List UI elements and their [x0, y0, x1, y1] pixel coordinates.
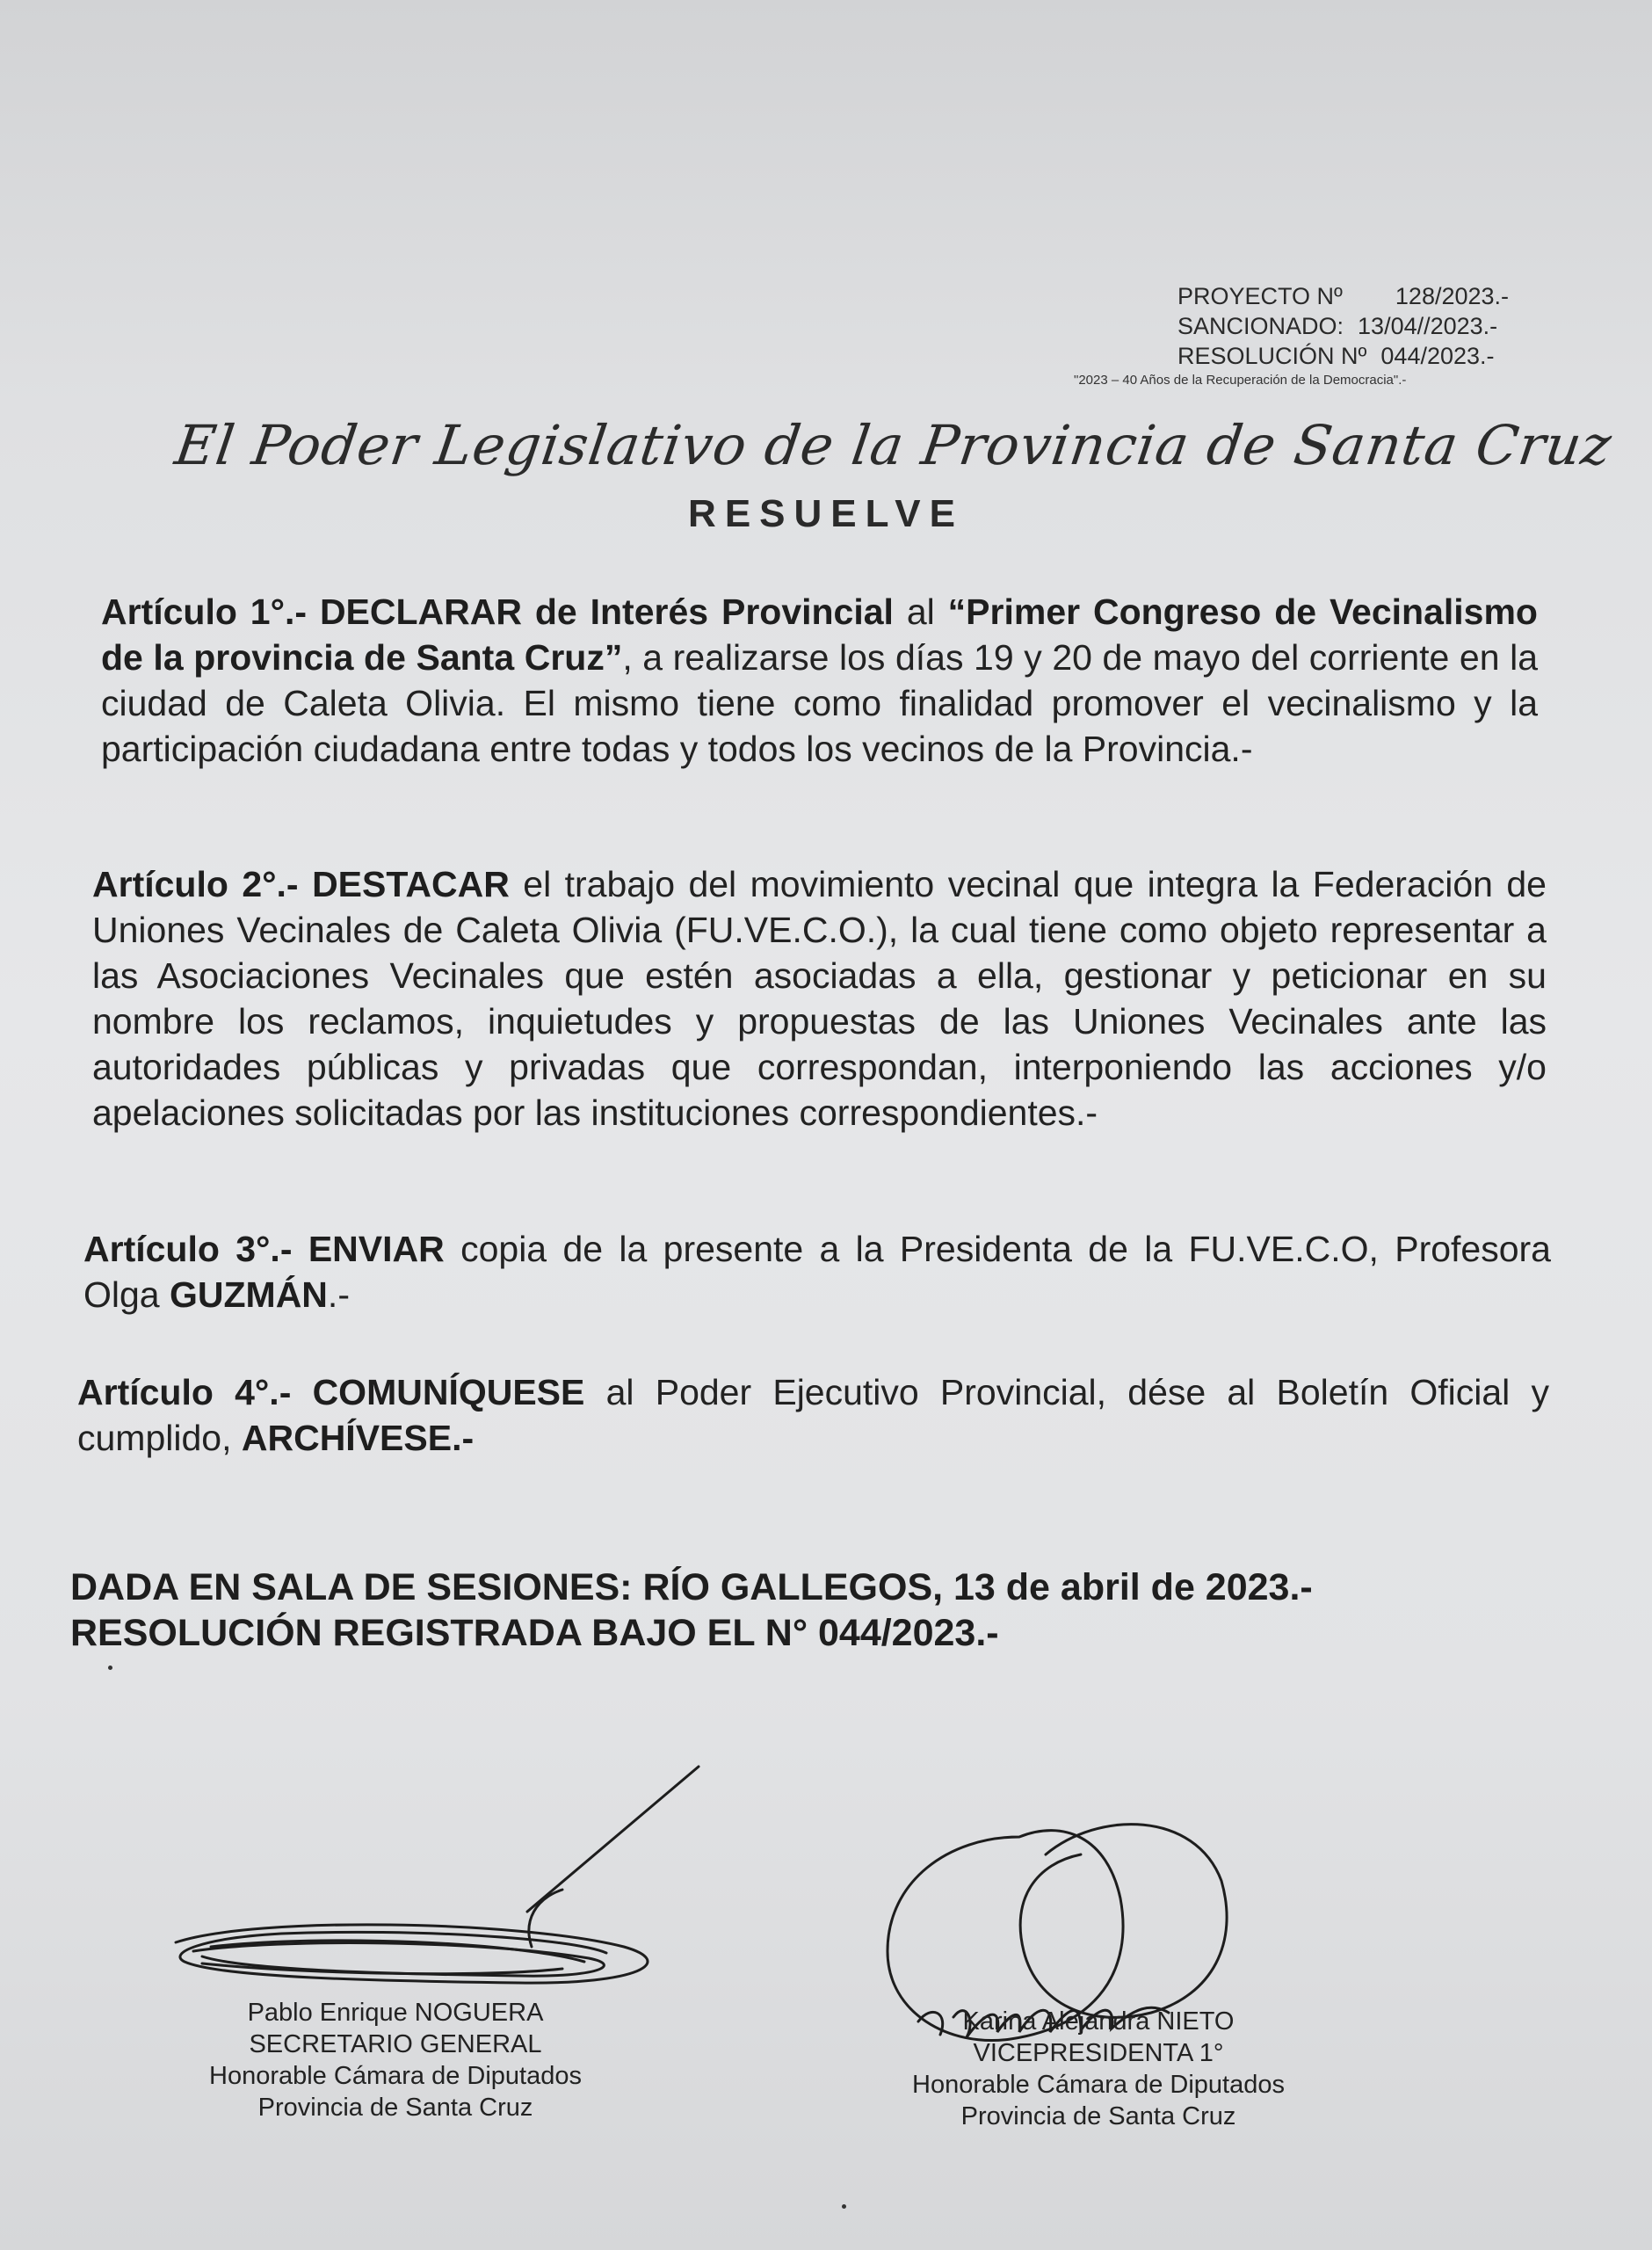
resolution-header	[1177, 281, 1564, 371]
year-motto: "2023 – 40 Años de la Recuperación de la Democracia".-	[1074, 373, 1407, 388]
given-in-session	[70, 1564, 1476, 1656]
sancionado-row	[1177, 311, 1564, 341]
article-2-verb: DESTACAR	[312, 864, 510, 904]
article-1-verb: DECLARAR	[319, 592, 522, 632]
proyecto-value: 128/2023.-	[1395, 283, 1510, 309]
signature-left	[149, 1758, 747, 2013]
article-3-surname: GUZMÁN	[170, 1274, 328, 1315]
article-4	[77, 1369, 1549, 1461]
signatory-right-province: Provincia de Santa Cruz	[960, 2102, 1236, 2130]
signatory-right	[861, 2006, 1336, 2132]
article-3-verb: ENVIAR	[308, 1229, 445, 1269]
signatory-left	[167, 1997, 624, 2123]
article-3-label: Artículo 3°.-	[83, 1229, 293, 1269]
article-1-label: Artículo 1°.-	[101, 592, 308, 632]
institution-title: El Poder Legislativo de la Provincia de Santa Cruz	[170, 413, 1616, 477]
signatory-left-body: Honorable Cámara de Diputados	[209, 2062, 582, 2090]
signatory-left-name: Pablo Enrique NOGUERA	[247, 1999, 544, 2027]
signatory-left-title: SECRETARIO GENERAL	[249, 2030, 542, 2058]
article-4-label: Artículo 4°.-	[77, 1372, 292, 1412]
article-2-body: el trabajo del movimiento vecinal que integra la Federación de Uniones Vecinales de Caleta Olivia (FU.VE.C.O.), la cual tiene como objeto representar a las Asociaciones Vecinales que estén asociadas a ella, gestionar y peticionar en su nombre los reclamos, inquietudes y propuestas de las Uniones Vecinales ante las autoridades públicas y privadas que correspondan, interponiendo las acciones y/o apelaciones solicitadas por las instituciones correspondientes.-	[92, 864, 1547, 1133]
resolucion-row	[1177, 341, 1564, 371]
article-4-archive: ARCHÍVESE.-	[241, 1418, 475, 1458]
resolucion-label: RESOLUCIÓN Nº	[1177, 343, 1367, 369]
ink-dot	[108, 1666, 112, 1670]
article-2-label: Artículo 2°.-	[92, 864, 299, 904]
sancionado-value: 13/04//2023.-	[1358, 313, 1498, 339]
resolves-heading: RESUELVE	[688, 492, 964, 535]
proyecto-label: PROYECTO Nº	[1177, 283, 1343, 309]
signatory-left-province: Provincia de Santa Cruz	[257, 2094, 533, 2122]
proyecto-row	[1177, 281, 1564, 311]
article-1-interest: de Interés Provincial	[521, 592, 894, 632]
article-4-body: al Poder Ejecutivo Provincial, dése al Boletín Oficial y cumplido,	[77, 1372, 1549, 1458]
article-3-body: copia de la presente a la Presidenta de la FU.VE.C.O, Profesora Olga	[83, 1229, 1551, 1315]
article-3-end: .-	[327, 1274, 350, 1315]
article-1-connector: al	[893, 592, 948, 632]
signatory-right-title: VICEPRESIDENTA 1°	[973, 2039, 1224, 2067]
article-3	[83, 1226, 1551, 1317]
article-1-body: , a realizarse los días 19 y 20 de mayo del corriente en la ciudad de Caleta Olivia. El mismo tiene como finalidad promover el vecinalismo y la participación ciudadana entre todas y todos los vecinos de la Provincia.-	[101, 637, 1538, 769]
sancionado-label: SANCIONADO:	[1177, 313, 1344, 339]
signatory-right-body: Honorable Cámara de Diputados	[912, 2071, 1285, 2099]
article-2	[92, 861, 1547, 1136]
article-4-verb: COMUNÍQUESE	[312, 1372, 585, 1412]
article-1-event-name: “Primer Congreso de Vecinalismo de la provincia de Santa Cruz”	[101, 592, 1538, 678]
article-1	[101, 589, 1538, 772]
resolucion-value: 044/2023.-	[1380, 343, 1495, 369]
ink-dot	[842, 2204, 846, 2209]
signatory-right-name: Karina Alejandra NIETO	[962, 2007, 1235, 2036]
registration-line: RESOLUCIÓN REGISTRADA BAJO EL N° 044/2023.-	[70, 1612, 999, 1654]
given-line: DADA EN SALA DE SESIONES: RÍO GALLEGOS, 13 de abril de 2023.-	[70, 1566, 1313, 1608]
